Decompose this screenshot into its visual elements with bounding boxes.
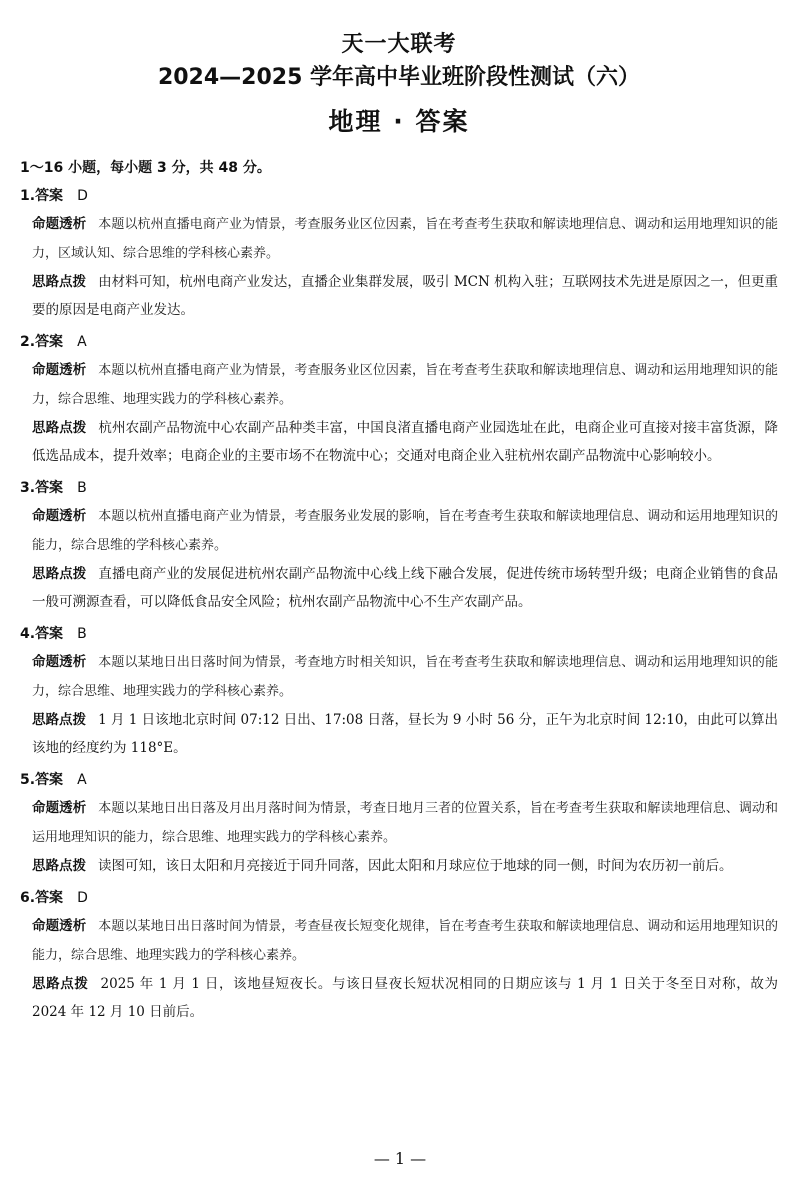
analysis-text: 本题以杭州直播电商产业为情景，考查服务业发展的影响，旨在考查考生获取和解读地理信息、调动和运用地理知识的能力，综合思维的学科核心素养。 [32, 509, 778, 553]
hint-text: 由材料可知，杭州电商产业发达，直播企业集群发展，吸引 MCN 机构入驻；互联网技术先进是原因之一，但更重要的原因是电商产业发达。 [32, 274, 779, 318]
analysis-paragraph [20, 912, 778, 970]
answer-value: B [77, 626, 87, 642]
answer-label: 答案 [35, 188, 64, 204]
question-item [20, 620, 778, 762]
answer-value: A [77, 772, 87, 788]
question-list [20, 182, 778, 1026]
hint-label: 思路点拨 [32, 420, 87, 436]
hint-paragraph [20, 852, 778, 880]
question-header [20, 328, 778, 356]
question-header [20, 182, 778, 210]
organization-title: 天一大联考 [341, 32, 457, 57]
hint-paragraph [20, 268, 778, 324]
answer-value: A [77, 334, 87, 350]
answer-label: 答案 [35, 626, 64, 642]
hint-label: 思路点拨 [32, 858, 86, 874]
answer-label: 答案 [35, 480, 64, 496]
answer-value: D [77, 890, 88, 906]
question-item [20, 328, 778, 470]
hint-paragraph [20, 560, 778, 616]
page-header [20, 30, 778, 142]
analysis-paragraph [20, 794, 778, 852]
analysis-paragraph [20, 356, 778, 414]
subject-title: 地理 · 答案 [328, 107, 470, 136]
question-item [20, 884, 778, 1026]
analysis-label: 命题透析 [32, 800, 87, 816]
analysis-text: 本题以杭州直播电商产业为情景，考查服务业区位因素，旨在考查考生获取和解读地理信息、调动和运用地理知识的能力，综合思维、地理实践力的学科核心素养。 [32, 363, 778, 407]
question-header [20, 620, 778, 648]
hint-text: 1 月 1 日该地北京时间 07:12 日出、17:08 日落，昼长为 9 小时 56 分，正午为北京时间 12:10，由此可以算出该地的经度约为 118°E。 [32, 712, 779, 756]
question-item [20, 474, 778, 616]
question-header [20, 766, 778, 794]
answer-value: D [77, 188, 88, 204]
hint-paragraph [20, 970, 778, 1026]
question-item [20, 766, 778, 880]
exam-title: 2024—2025 学年高中毕业班阶段性测试（六） [157, 65, 641, 90]
answer-label: 答案 [35, 772, 64, 788]
hint-label: 思路点拨 [32, 274, 87, 290]
question-header [20, 884, 778, 912]
analysis-paragraph [20, 502, 778, 560]
answer-label: 答案 [35, 890, 64, 906]
analysis-text: 本题以某地日出日落时间为情景，考查地方时相关知识，旨在考查考生获取和解读地理信息、调动和运用地理知识的能力，综合思维、地理实践力的学科核心素养。 [32, 655, 778, 699]
analysis-label: 命题透析 [32, 216, 87, 232]
hint-paragraph [20, 706, 778, 762]
hint-text: 杭州农副产品物流中心农副产品种类丰富，中国良渚直播电商产业园选址在此，电商企业可直接对接丰富货源，降低选品成本，提升效率；电商企业的主要市场不在物流中心；交通对电商企业入驻杭州农副产品物流中心影响较小。 [32, 420, 779, 464]
hint-label: 思路点拨 [32, 712, 87, 728]
analysis-label: 命题透析 [32, 508, 87, 524]
question-number: 3. [20, 480, 36, 496]
hint-text: 2025 年 1 月 1 日，该地昼短夜长。与该日昼夜长短状况相同的日期应该与 1 月 1 日关于冬至日对称，故为 2024 年 12 月 10 日前后。 [32, 976, 778, 1020]
analysis-label: 命题透析 [32, 918, 87, 934]
question-number: 1. [20, 188, 36, 204]
analysis-paragraph [20, 648, 778, 706]
question-number: 4. [20, 626, 36, 642]
question-number: 5. [20, 772, 36, 788]
question-header [20, 474, 778, 502]
page-number: — 1 — [373, 1149, 427, 1168]
question-number: 2. [20, 334, 36, 350]
section-intro: 1～16 小题，每小题 3 分，共 48 分。 [20, 160, 271, 176]
question-item [20, 182, 778, 324]
analysis-text: 本题以杭州直播电商产业为情景，考查服务业区位因素，旨在考查考生获取和解读地理信息、调动和运用地理知识的能力，区域认知、综合思维的学科核心素养。 [32, 217, 778, 261]
analysis-text: 本题以某地日出日落及月出月落时间为情景，考查日地月三者的位置关系，旨在考查考生获取和解读地理信息、调动和运用地理知识的能力，综合思维、地理实践力的学科核心素养。 [32, 801, 778, 845]
hint-label: 思路点拨 [32, 976, 89, 992]
answer-value: B [77, 480, 87, 496]
analysis-label: 命题透析 [32, 654, 87, 670]
hint-text: 直播电商产业的发展促进杭州农副产品物流中心线上线下融合发展，促进传统市场转型升级；电商企业销售的食品一般可溯源查看，可以降低食品安全风险；杭州农副产品物流中心不生产农副产品。 [32, 566, 779, 610]
hint-paragraph [20, 414, 778, 470]
hint-text: 读图可知，该日太阳和月亮接近于同升同落，因此太阳和月球应位于地球的同一侧，时间为农历初一前后。 [98, 858, 733, 874]
hint-label: 思路点拨 [32, 566, 87, 582]
analysis-label: 命题透析 [32, 362, 87, 378]
question-number: 6. [20, 890, 36, 906]
analysis-text: 本题以某地日出日落时间为情景，考查昼夜长短变化规律，旨在考查考生获取和解读地理信息、调动和运用地理知识的能力，综合思维、地理实践力的学科核心素养。 [32, 919, 778, 963]
answer-label: 答案 [35, 334, 64, 350]
analysis-paragraph [20, 210, 778, 268]
